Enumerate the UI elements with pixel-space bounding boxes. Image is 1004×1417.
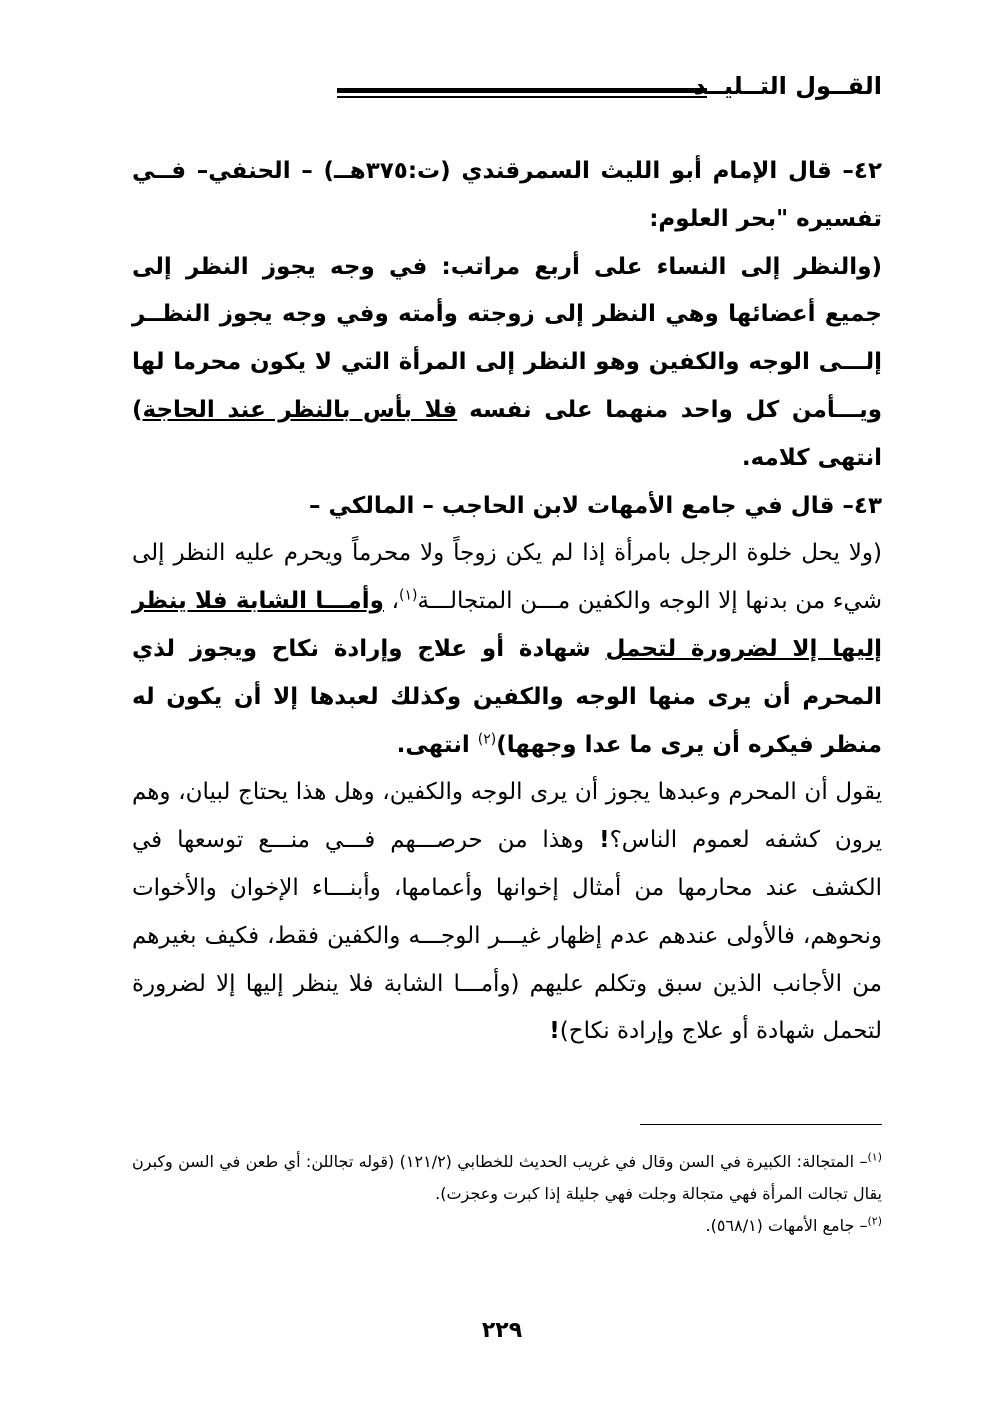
underlined-phrase-2: وأمـــا الشابة فلا ينظر إليها إلا لضرورة لتحمل: [132, 588, 882, 662]
paragraph-42-heading: ٤٢– قال الإمام أبو الليث السمرقندي (ت:٣٧٥هــ) – الحنفي– فــي تفسيره "بحر العلوم:: [132, 158, 882, 232]
running-header-title: القــول التــليــد: [693, 72, 882, 100]
header-rule-thin: [337, 96, 707, 98]
paragraph-43-heading: ٤٣– قال في جامع الأمهات لابن الحاجب – المالكي –: [309, 492, 882, 519]
commentary-rest: وهذا من حرصـــهم فـــي منـــع توسعها في الكشف عند محارمها من أمثال إخوانها وأعمامها، وأبنـــاء الإخوان والأخوات ونحوهم، فالأولى عندهم عدم إظهار غيـــر الوجـــه والكفين فقط، فكيف بغيرهم من الأجانب الذين سبق وتكلم عليهم (وأمـــا الشابة فلا ينظر إليها إلا لضرورة لتحمل شهادة أو علاج وإرادة نكاح): [132, 827, 882, 1045]
footnote-ref-2[interactable]: (٢): [477, 730, 497, 747]
commentary-end: !: [549, 1018, 560, 1045]
underlined-phrase: فلا بأس بالنظر عند الحاجة: [142, 396, 458, 423]
footnote-2: [132, 1210, 882, 1242]
commentary-exclaim: !: [599, 827, 610, 854]
footnote-1-mark: (١): [867, 1150, 883, 1164]
header-rule-thick: [337, 88, 707, 93]
page-number: ٢٢٩: [481, 1318, 523, 1343]
footnote-ref-1[interactable]: (١): [399, 587, 418, 604]
comma: ،: [383, 588, 399, 615]
footnote-1-text: – المتجالة: الكبيرة في السن وقال في غريب الحديث للخطابي (١٢١/٢) (قوله تجاللن: أي طعن في السن وكبرن يقال تجالت المرأة فهي متجالة وجلت فهي جليلة إذا كبرت وعجزت).: [132, 1152, 882, 1203]
footnote-1: [132, 1146, 882, 1210]
paragraph-42-quote: [132, 244, 882, 483]
paragraph-43-quote: [132, 530, 882, 769]
commentary-main: يقول أن المحرم وعبدها يجوز أن يرى الوجه والكفين، وهل هذا يحتاج لبيان، وهم يرون كشفه لعموم الناس؟: [132, 779, 882, 854]
quote-text: (والنظر إلى النساء على أربع مراتب: في وجه يجوز النظر إلى جميع أعضائها وهي النظر إلى زوجته وأمته وفي وجه يجوز النظــر إلـــى الوجه والكفين وهو النظر إلى المرأة التي لا يكون محرما لها ويـــأمن كل واحد منهما على نفسه: [132, 253, 882, 423]
footnote-2-text: – جامع الأمهات (٥٦٨/١).: [705, 1216, 868, 1235]
quote-text-start: (ولا يحل خلوة الرجل بامرأة إذا لم يكن زوجاً ولا محرماً ويحرم عليه النظر إلى شيء من بدنها إلا الوجه والكفين مـــن المتجالـــة: [132, 540, 882, 615]
footnote-2-mark: (٢): [867, 1214, 882, 1228]
main-text: [132, 148, 882, 1056]
running-header: [132, 72, 882, 112]
bold-continuation: شهادة أو علاج وإرادة نكاح ويجوز لذي المحرم أن يرى منها الوجه والكفين وكذلك لعبدها إلا أن يكون له منظر فيكره أن يرى ما عدا وجهها): [132, 635, 882, 758]
footnotes: [132, 1146, 882, 1242]
footnote-separator: [640, 1124, 882, 1125]
quote-close: ) انتهى كلامه.: [132, 396, 882, 471]
commentary-paragraph: [132, 769, 882, 1056]
quote-end: انتهى.: [396, 731, 478, 758]
